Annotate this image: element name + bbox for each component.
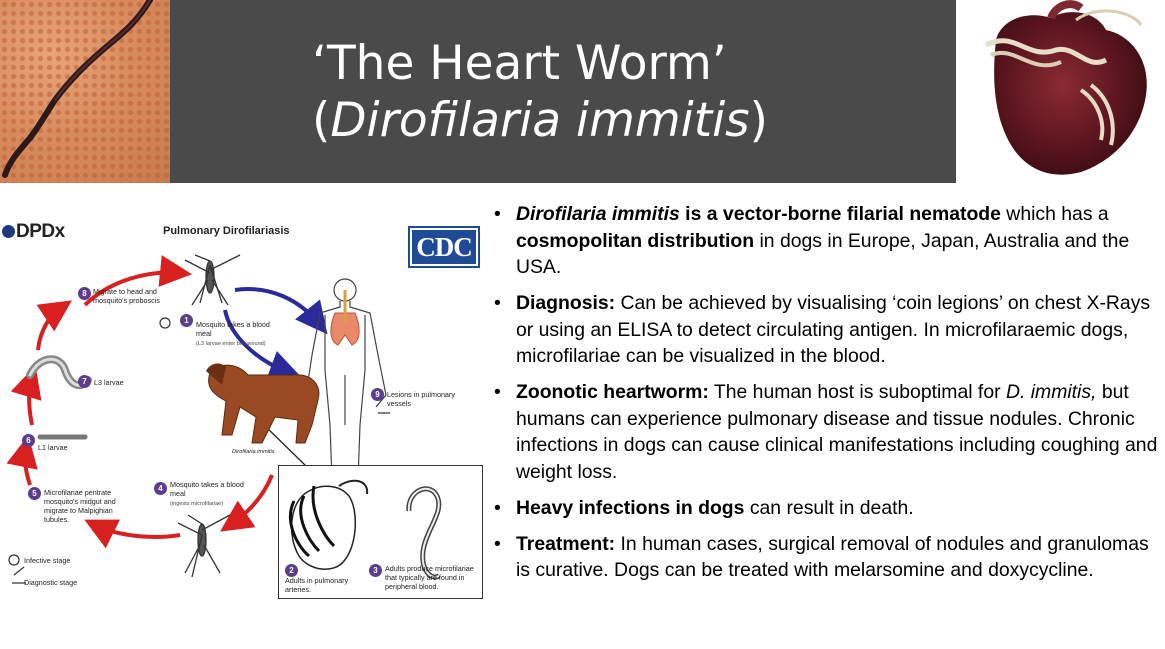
bullet-diagnosis: • Diagnosis: Can be achieved by visualising ‘coin legions’ on chest X-Rays or using an ELISA to detect circulating antigen. In microfilaraemic dogs, microfilariae can be visualized in the blood. xyxy=(494,290,1159,370)
inset-panel xyxy=(278,465,483,599)
step-badge-1: 1 xyxy=(180,314,193,327)
step-4-label: Mosquito takes a blood meal (ingests microfilariae) xyxy=(170,480,244,507)
step-1-label: Mosquito takes a blood meal (L3 larvae enter bite wound) xyxy=(196,320,270,347)
dpdx-logo: DPDx xyxy=(2,221,65,243)
step-badge-2: 2 xyxy=(285,564,298,577)
slide-subtitle: (Dirofilaria immitis) xyxy=(312,93,769,148)
step-3-label: Adults produce microfilariae that typically are found in peripheral blood. xyxy=(385,564,474,591)
cdc-logo: CDC xyxy=(408,226,480,268)
species-name: Dirofilaria immitis xyxy=(330,93,750,148)
step-2-label: Adults in pulmonary arteries. xyxy=(285,576,349,594)
title-band xyxy=(170,0,956,183)
microfilaria-micrograph xyxy=(0,0,170,183)
bullet-treatment: • Treatment: In human cases, surgical removal of nodules and granulomas is curative. Dogs can be treated with melarsomine and doxycycline. xyxy=(494,531,1159,584)
step-6-label: L1 larvae xyxy=(38,443,68,452)
step-badge-6: 6 xyxy=(22,434,35,447)
step-badge-3: 3 xyxy=(369,564,382,577)
step-7-label: L3 larvae xyxy=(94,378,124,387)
dog-caption: Dirofilaria immitis xyxy=(232,449,275,455)
legend-diagnostic: Diagnostic stage xyxy=(24,578,78,587)
bullet-list xyxy=(494,201,1159,593)
slide-title: ‘The Heart Worm’ xyxy=(312,36,727,91)
step-badge-7: 7 xyxy=(78,375,91,388)
step-8-label: Migrate to head and mosquito's proboscis xyxy=(93,287,160,305)
bullet-vector-borne: • Dirofilaria immitis is a vector-borne filarial nematode which has a cosmopolitan distribution in dogs in Europe, Japan, Australia and the USA. xyxy=(494,201,1159,281)
legend-infective: Infective stage xyxy=(24,556,71,565)
step-badge-9: 9 xyxy=(371,388,384,401)
step-badge-8: 8 xyxy=(78,287,91,300)
bullet-zoonotic: • Zoonotic heartworm: The human host is suboptimal for D. immitis, but humans can experience pulmonary disease and tissue nodules. Chronic infections in dogs can cause clinical manifestations including coughing and weight loss. xyxy=(494,379,1159,485)
diagram-title: Pulmonary Dirofilariasis xyxy=(163,225,290,237)
step-5-label: Microfilariae pentrate mosquito's midgut and migrate to Malpighian tubules. xyxy=(44,488,116,524)
step-badge-4: 4 xyxy=(154,482,167,495)
step-9-label: Lesions in pulmonary vessels xyxy=(387,390,455,408)
step-badge-5: 5 xyxy=(28,487,41,500)
infected-heart-photo xyxy=(956,0,1165,183)
bullet-heavy-infections: • Heavy infections in dogs can result in death. xyxy=(494,495,1159,522)
life-cycle-diagram xyxy=(0,195,490,607)
